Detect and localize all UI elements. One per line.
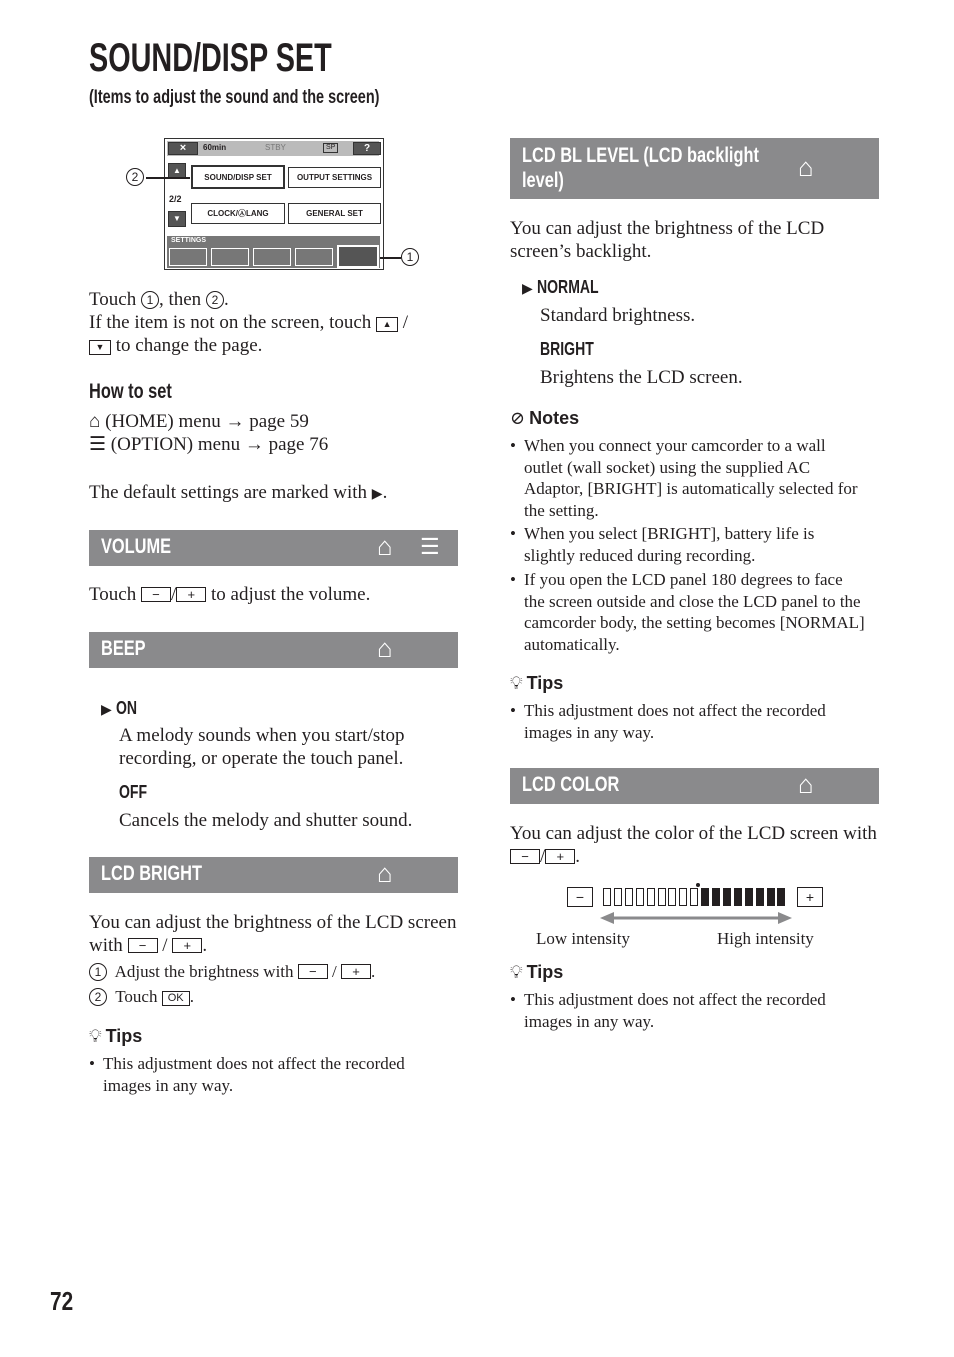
- scroll-down-icon: ▼: [168, 211, 186, 227]
- option-icon: ☰: [420, 534, 440, 559]
- battery-indicator: 60min: [203, 143, 227, 152]
- lcd-bl-notes-heading: ⊘ Notes: [510, 408, 580, 428]
- intensity-segment: [777, 888, 785, 906]
- default-note: The default settings are marked with ▶.: [89, 482, 388, 503]
- lcd-bl-normal-desc: Standard brightness.: [540, 305, 696, 326]
- close-icon: ×: [168, 142, 198, 155]
- intensity-segment: [679, 888, 687, 906]
- home-icon: ⌂: [798, 153, 814, 182]
- page-up-icon: ▲: [376, 317, 398, 332]
- lcd-bright-intro: You can adjust the brightness of the LCD screen with − / + .: [89, 912, 457, 956]
- plus-button-icon: +: [341, 964, 371, 979]
- output-settings-button: OUTPUT SETTINGS: [288, 167, 381, 188]
- clock-lang-button: CLOCK/ⒶLANG: [191, 203, 285, 224]
- beep-off-label: OFF: [119, 782, 148, 802]
- intensity-segment: [625, 888, 633, 906]
- media-tab-icon: [295, 248, 333, 266]
- callout-2: 2: [126, 168, 144, 187]
- beep-section-bar: BEEP ⌂: [89, 632, 458, 668]
- minus-button-icon: −: [298, 964, 328, 979]
- status-indicator: STBY: [265, 143, 286, 152]
- lightbulb-icon: 💡︎: [510, 673, 523, 693]
- intensity-arrow: [600, 911, 792, 925]
- home-icon: ⌂: [377, 532, 393, 561]
- beep-off-desc: Cancels the melody and shutter sound.: [119, 810, 413, 831]
- lcd-bl-normal-label: ▶ NORMAL: [522, 277, 599, 297]
- page-down-icon: ▼: [89, 340, 111, 355]
- intensity-segment: [723, 888, 731, 906]
- lcd-color-tips-heading: 💡︎ Tips: [510, 962, 564, 982]
- page-number: 72: [50, 1286, 74, 1316]
- minus-button-icon: −: [141, 587, 171, 602]
- page-subtitle: (Items to adjust the sound and the screen): [89, 87, 380, 108]
- lcd-bl-note-2: • When you select [BRIGHT], battery life is slightly reduced during recording.: [510, 524, 815, 565]
- page-title: SOUND/DISP SET: [89, 36, 332, 80]
- page-indicator: 2/2: [169, 194, 182, 204]
- arrow-icon: →: [244, 434, 264, 455]
- scroll-up-icon: ▲: [168, 163, 186, 179]
- intensity-segment: [767, 888, 775, 906]
- plus-button-icon: +: [545, 849, 575, 864]
- callout-1-line: [380, 257, 401, 259]
- how-to-set-heading: How to set: [89, 380, 172, 403]
- minus-button-icon: −: [510, 849, 540, 864]
- intensity-segment: [745, 888, 753, 906]
- intensity-marker: [696, 883, 700, 887]
- lightbulb-icon: 💡︎: [89, 1026, 102, 1046]
- lcd-bl-tips-heading: 💡︎ Tips: [510, 673, 564, 693]
- lcd-bright-section-bar: LCD BRIGHT ⌂: [89, 857, 458, 893]
- quality-indicator: SP: [323, 143, 338, 153]
- intensity-segment: [701, 888, 709, 906]
- lcd-bl-intro: You can adjust the brightness of the LCD screen’s backlight.: [510, 218, 825, 262]
- lcd-bl-bright-desc: Brightens the LCD screen.: [540, 367, 743, 388]
- settings-label: SETTINGS: [171, 237, 207, 244]
- intensity-segment: [647, 888, 655, 906]
- lcd-bright-step-1: 1 Adjust the brightness with − / + .: [89, 961, 459, 983]
- low-intensity-label: Low intensity: [536, 929, 630, 948]
- intensity-segment: [668, 888, 676, 906]
- index-tab-icon: [253, 248, 291, 266]
- ok-button-icon: OK: [162, 991, 190, 1006]
- lightbulb-icon: 💡︎: [510, 962, 523, 982]
- volume-text: Touch − / + to adjust the volume.: [89, 584, 371, 605]
- lcd-color-tip-1: • This adjustment does not affect the recorded images in any way.: [510, 990, 826, 1031]
- arrow-icon: →: [225, 411, 245, 432]
- callout-2-line: [146, 177, 190, 179]
- lcd-bl-level-section-bar: LCD BL LEVEL (LCD backlight level) ⌂: [510, 138, 879, 199]
- general-set-button: GENERAL SET: [288, 203, 381, 224]
- playback-tab-icon: [211, 248, 249, 266]
- intensity-segment: [614, 888, 622, 906]
- plus-button-icon: +: [176, 587, 206, 602]
- lcd-bright-step-2: 2 Touch OK .: [89, 986, 459, 1008]
- help-icon: ?: [353, 142, 381, 155]
- lcd-color-section-bar: LCD COLOR ⌂: [510, 768, 879, 804]
- plus-button-icon: +: [172, 938, 202, 953]
- lcd-color-intro: You can adjust the color of the LCD screen with − / + .: [510, 823, 877, 867]
- sound-disp-set-button: SOUND/DISP SET: [191, 165, 285, 189]
- home-icon: ⌂: [89, 411, 101, 432]
- lcd-bl-tip-1: • This adjustment does not affect the recorded images in any way.: [510, 701, 826, 742]
- lcd-bright-tip-1: • This adjustment does not affect the recorded images in any way.: [89, 1054, 405, 1095]
- beep-on-label: ▶ ON: [101, 698, 137, 718]
- camera-tab-icon: [169, 248, 207, 266]
- intensity-segment: [734, 888, 742, 906]
- home-icon: ⌂: [377, 859, 393, 888]
- intensity-minus-icon: −: [567, 887, 593, 907]
- notes-icon: ⊘: [510, 408, 526, 428]
- lcd-bright-tips-heading: 💡︎ Tips: [89, 1026, 143, 1046]
- how-to-set-lines: ⌂ (HOME) menu → page 59 ☰ (OPTION) menu → page 76: [89, 411, 329, 455]
- volume-section-bar: VOLUME ⌂ ☰: [89, 530, 458, 566]
- minus-button-icon: −: [128, 938, 158, 953]
- touch-instruction: Touch 1 , then 2 . If the item is not on the screen, touch ▲ / ▼ to change the page.: [89, 289, 409, 356]
- settings-screen-illustration: [164, 138, 384, 270]
- intensity-segment: [756, 888, 764, 906]
- callout-1: 1: [401, 248, 419, 267]
- lcd-bl-note-3: • If you open the LCD panel 180 degrees to face the screen outside and close the LCD panel to the camcorder body, the setting becomes [NORMAL] automatically.: [510, 570, 865, 654]
- lcd-bl-note-1: • When you connect your camcorder to a wall outlet (wall socket) using the supplied AC Adaptor, [BRIGHT] is automatically selected for the setting.: [510, 436, 858, 520]
- high-intensity-label: High intensity: [717, 929, 814, 948]
- intensity-segment: [690, 888, 698, 906]
- intensity-segment: [712, 888, 720, 906]
- intensity-scale: [603, 886, 787, 908]
- lcd-bl-bright-label: BRIGHT: [540, 339, 594, 359]
- home-icon: ⌂: [798, 770, 814, 799]
- intensity-segment: [636, 888, 644, 906]
- toolbox-tab-icon: [337, 245, 379, 268]
- beep-on-desc: A melody sounds when you start/stop recording, or operate the touch panel.: [119, 725, 405, 769]
- intensity-segment: [658, 888, 666, 906]
- option-icon: ☰: [89, 434, 107, 455]
- home-icon: ⌂: [377, 634, 393, 663]
- intensity-plus-icon: +: [797, 887, 823, 907]
- intensity-segment: [603, 888, 611, 906]
